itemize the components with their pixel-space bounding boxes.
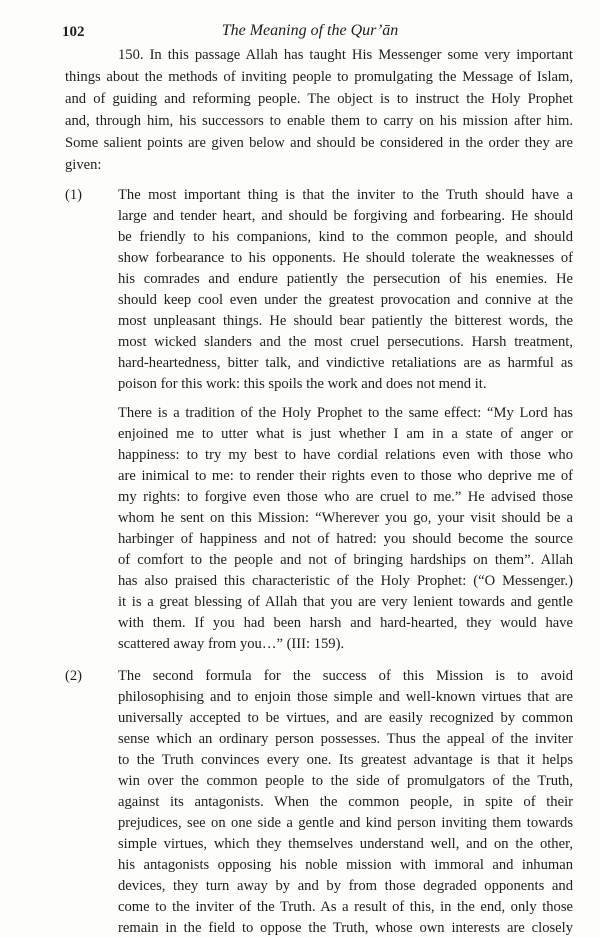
text-line: it is a great blessing of Allah that you are very lenient towards and gentle [118,594,573,610]
list-marker: (1) [65,187,83,203]
text-line: poison for this work: this spoils the work and does not mend it. [118,376,487,392]
text-line: show forbearance to his opponents. He should tolerate the weaknesses of [118,250,573,266]
text-line: win over the common people to the side of promulgators of the Truth, [118,773,573,789]
list-marker: (2) [65,668,83,684]
text-line: enjoined me to utter what is just whether I am in a state of anger or [118,426,573,442]
text-line: scattered away from you…” (III: 159). [118,636,345,652]
text-line: remain in the field to oppose the Truth, whose own interests are closely [118,920,573,936]
text-line: Some salient points are given below and should be considered in the order they are [65,135,573,151]
text-line: should keep cool even under the greatest provocation and connive at the [118,292,573,308]
text-line: be friendly to his companions, kind to the common people, and should [118,229,573,245]
text-line: given: [65,157,102,173]
running-title: The Meaning of the Qur’ān [221,22,399,39]
text-line: simple virtues, which they themselves understand well, and on the other, [118,836,573,852]
text-line: philosophising and to enjoin those simple and well-known virtues that are [118,689,573,705]
text-line: large and tender heart, and should be forgiving and forbearing. He should [118,208,573,224]
text-line: 150. In this passage Allah has taught His Messenger some very important [118,47,573,63]
text-line: There is a tradition of the Holy Prophet to the same effect: “My Lord has [118,405,573,421]
text-line: hard-heartedness, bitter talk, and vindictive retaliations are as harmful as [118,355,573,371]
text-line: to the Truth convinces every one. Its greatest advantage is that it helps [118,752,573,768]
text-line: are inimical to me: to render their rights even to those who deprive me of [118,468,573,484]
text-line: sense which an ordinary person possesses. Thus the appeal of the inviter [118,731,573,747]
text-line: his antagonists opposing his noble mission with immoral and inhuman [118,857,573,873]
text-line: with them. If you had been harsh and hard-hearted, they would have [118,615,573,631]
text-line: against its antagonists. When the common people, in spite of their [118,794,573,810]
text-line: his comrades and endure patiently the persecution of his enemies. He [118,271,573,287]
text-line: my rights: to forgive even those who are cruel to me.” He advised those [118,489,573,505]
text-line: and of guiding and reforming people. The object is to instruct the Holy Prophet [65,91,573,107]
text-line: things about the methods of inviting people to promulgating the Message of Islam, [65,69,573,85]
text-line: The second formula for the success of this Mission is to avoid [118,668,573,684]
text-line: devices, they turn away by and by from those degraded opponents and [118,878,573,894]
text-line: most unpleasant things. He should bear patiently the bitterest words, the [118,313,573,329]
text-line: universally accepted to be virtues, and are easily recognized by common [118,710,573,726]
text-line: has also praised this characteristic of the Holy Prophet: (“O Messenger.) [118,573,573,589]
text-line: harbinger of happiness and not of hatred: you should become the source [118,531,573,547]
text-line: whom he sent on this Mission: “Wherever you go, your visit should be a [118,510,573,526]
text-line: come to the inviter of the Truth. As a result of this, in the end, only those [118,899,573,915]
text-line: and, through him, his successors to enable them to carry on his mission after him. [65,113,573,129]
text-line: happiness: to try my best to have cordial relations even with those who [118,447,573,463]
text-line: The most important thing is that the inviter to the Truth should have a [118,187,573,203]
text-line: most wicked slanders and the most cruel persecutions. Harsh treatment, [118,334,573,350]
text-line: of comfort to the people and not of bringing hardships on them”. Allah [118,552,573,568]
page-number: 102 [62,24,85,40]
text-line: prejudices, see on one side a gentle and kind person inviting them towards [118,815,573,831]
